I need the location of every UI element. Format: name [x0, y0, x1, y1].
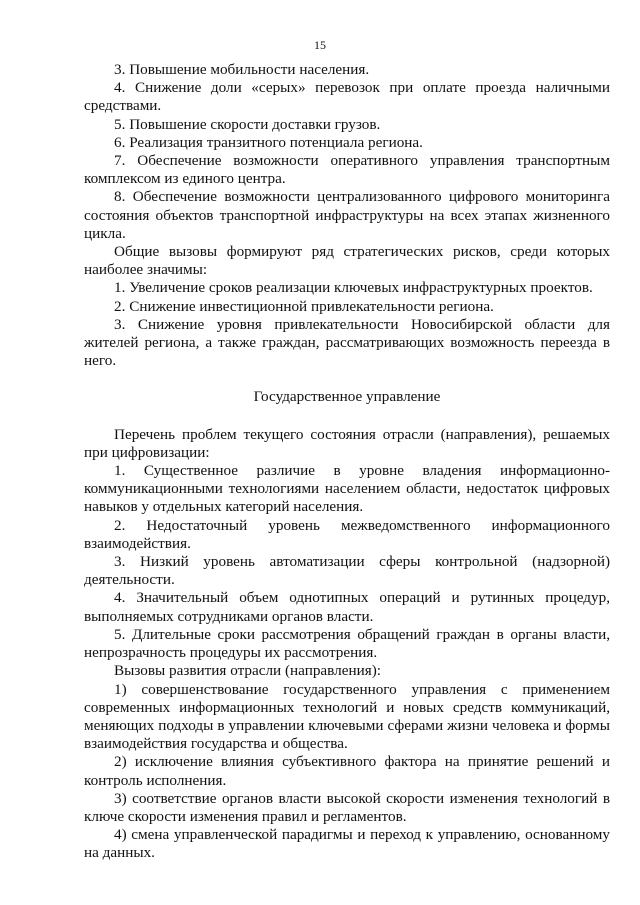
list-item: 4. Снижение доли «серых» перевозок при оплате проезда наличными средствами.: [84, 79, 610, 115]
problem-item: 3. Низкий уровень автоматизации сферы контрольной (надзорной) деятельности.: [84, 553, 610, 589]
problems-intro: Перечень проблем текущего состояния отрасли (направления), решаемых при цифровизации:: [84, 425, 610, 461]
risk-item: 3. Снижение уровня привлекательности Новосибирской области для жителей региона, а также граждан, рассматривающих возможность переезда в него.: [84, 315, 610, 370]
list-item: 3. Повышение мобильности населения.: [114, 61, 370, 78]
problem-item: 2. Недостаточный уровень межведомственного информационного взаимодействия.: [84, 516, 610, 552]
challenge-item: 4) смена управленческой парадигмы и переход к управлению, основанному на данных.: [84, 826, 610, 862]
list-item: 7. Обеспечение возможности оперативного управления транспортным комплексом из единого центра.: [84, 152, 610, 188]
risk-item: 2. Снижение инвестиционной привлекательности региона.: [114, 297, 494, 315]
problem-item: 1. Существенное различие в уровне владения информационно-коммуникационными технологиями населением области, недостаток цифровых навыков у отдельных категорий населения.: [84, 462, 610, 516]
challenge-item: 3) соответствие органов власти высокой скорости изменения технологий в ключе скорости изменения правил и регламентов.: [84, 789, 610, 825]
challenge-item: 2) исключение влияния субъективного фактора на принятие решений и контроль исполнения.: [84, 753, 610, 789]
document-body: [84, 61, 610, 863]
risk-item: 1. Увеличение сроков реализации ключевых инфраструктурных проектов.: [114, 279, 593, 297]
problem-item: 5. Длительные сроки рассмотрения обращений граждан в органы власти, непрозрачность процедуры их рассмотрения.: [84, 625, 610, 662]
section-heading: Государственное управление: [253, 388, 441, 406]
risks-intro: Общие вызовы формируют ряд стратегических рисков, среди которых наиболее значимы:: [84, 243, 610, 279]
list-item: 5. Повышение скорости доставки грузов.: [114, 115, 381, 133]
list-item: 6. Реализация транзитного потенциала региона.: [114, 133, 423, 151]
challenges-intro: Вызовы развития отрасли (направления):: [114, 662, 381, 680]
list-item: 8. Обеспечение возможности централизованного цифрового мониторинга состояния объектов транспортной инфраструктуры на всех этапах жизненного цикла.: [84, 188, 610, 242]
problem-item: 4. Значительный объем однотипных операций и рутинных процедур, выполняемых сотрудниками органов власти.: [84, 589, 610, 625]
page-number: 15: [314, 38, 326, 52]
challenge-item: 1) совершенствование государственного управления с применением современных информационных технологий и новых средств коммуникаций, меняющих подходы в управлении ключевыми сферами жизни человека и формы взаимодействия государства и общества.: [84, 680, 610, 753]
